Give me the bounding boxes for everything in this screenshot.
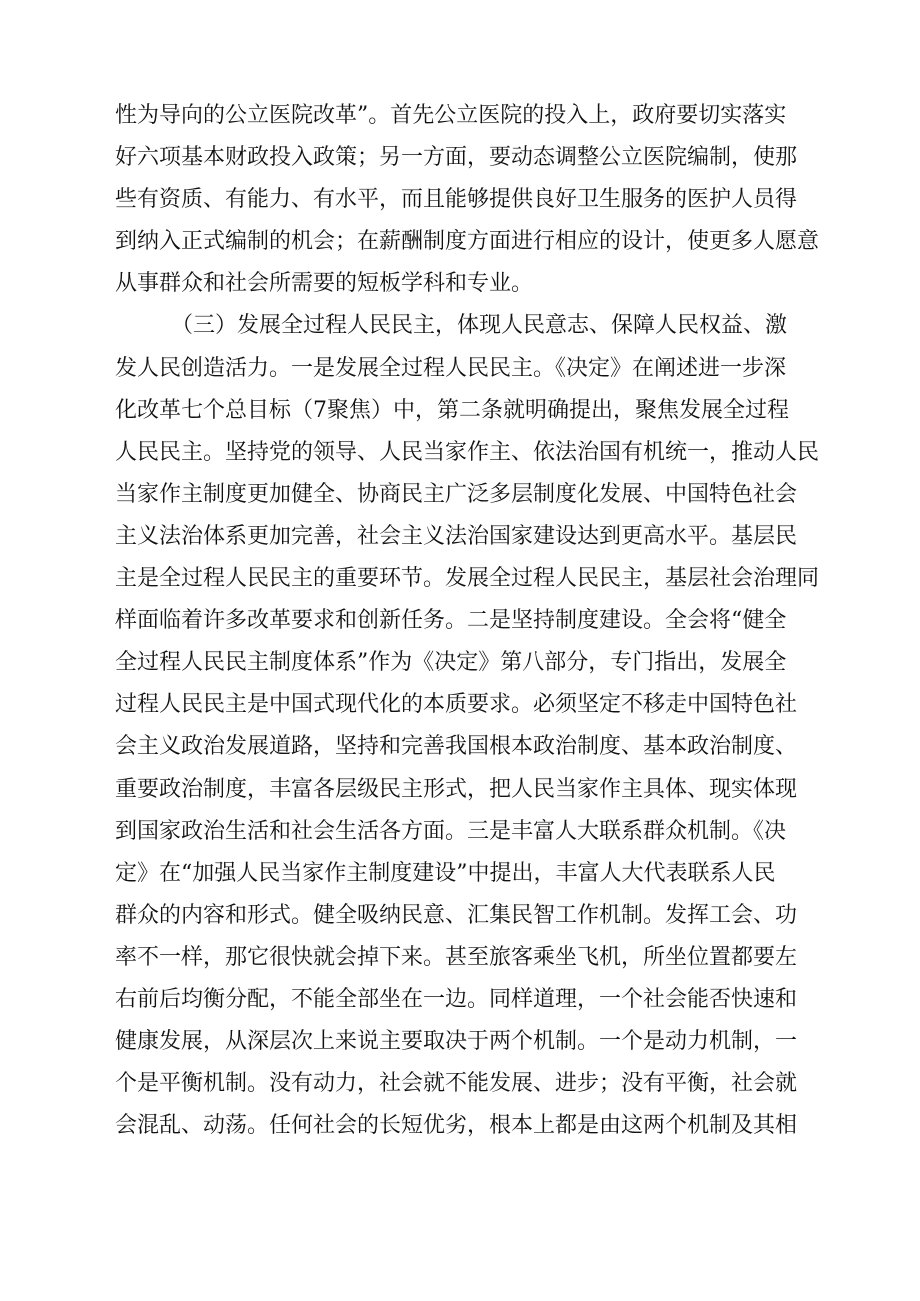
text-line: 发人民创造活力。一是发展全过程人民民主。《决定》在阐述进一步深: [115, 355, 787, 381]
text-line: 右前后均衡分配，不能全部坐在一边。同样道理，一个社会能否快速和: [115, 986, 798, 1012]
text-line: 样面临着许多改革要求和创新任务。二是坚持制度建设。全会将“健全: [115, 608, 787, 634]
text-line: 到纳入正式编制的机会；在薪酬制度方面进行相应的设计，使更多人愿意: [115, 229, 820, 255]
body-text: [115, 95, 835, 1147]
text-line: 好六项基本财政投入政策；另一方面，要动态调整公立医院编制，使那: [115, 145, 798, 171]
text-line: 主是全过程人民民主的重要环节。发展全过程人民民主，基层社会治理同: [115, 566, 820, 592]
text-line: 率不一样，那它很快就会掉下来。甚至旅客乘坐飞机，所坐位置都要左: [115, 944, 798, 970]
text-line: 定》在“加强人民当家作主制度建设”中提出，丰富人大代表联系人民: [115, 860, 776, 886]
text-line: 些有资质、有能力、有水平，而且能够提供良好卫生服务的医护人员得: [115, 187, 798, 213]
text-line: 会主义政治发展道路，坚持和完善我国根本政治制度、基本政治制度、: [115, 734, 798, 760]
text-line: 健康发展，从深层次上来说主要取决于两个机制。一个是动力机制，一: [115, 1029, 798, 1055]
text-line: 个是平衡机制。没有动力，社会就不能发展、进步；没有平衡，社会就: [115, 1071, 798, 1097]
text-line: 化改革七个总目标（7聚焦）中，第二条就明确提出，聚焦发展全过程: [115, 397, 789, 423]
text-line: 到国家政治生活和社会生活各方面。三是丰富人大联系群众机制。《决: [115, 818, 787, 844]
text-line: 性为导向的公立医院改革”。首先公立医院的投入上，政府要切实落实: [115, 103, 787, 128]
text-line: 重要政治制度，丰富各层级民主形式，把人民当家作主具体、现实体现: [115, 776, 798, 802]
text-line: 人民民主。坚持党的领导、人民当家作主、依法治国有机统一，推动人民: [115, 439, 820, 465]
text-line: 群众的内容和形式。健全吸纳民意、汇集民智工作机制。发挥工会、功: [115, 902, 798, 928]
text-line: 从事群众和社会所需要的短板学科和专业。: [115, 271, 534, 297]
text-line: 会混乱、动荡。任何社会的长短优劣，根本上都是由这两个机制及其相: [115, 1113, 798, 1139]
text-line: 主义法治体系更加完善，社会主义法治国家建设达到更高水平。基层民: [115, 523, 798, 549]
text-line: 过程人民民主是中国式现代化的本质要求。必须坚定不移走中国特色社: [115, 692, 798, 718]
text-line: 全过程人民民主制度体系”作为《决定》第八部分，专门指出，发展全: [115, 650, 787, 676]
text-line: 当家作主制度更加健全、协商民主广泛多层制度化发展、中国特色社会: [115, 481, 798, 507]
section-heading-line: （三）发展全过程人民民主，体现人民意志、保障人民权益、激: [171, 313, 788, 339]
